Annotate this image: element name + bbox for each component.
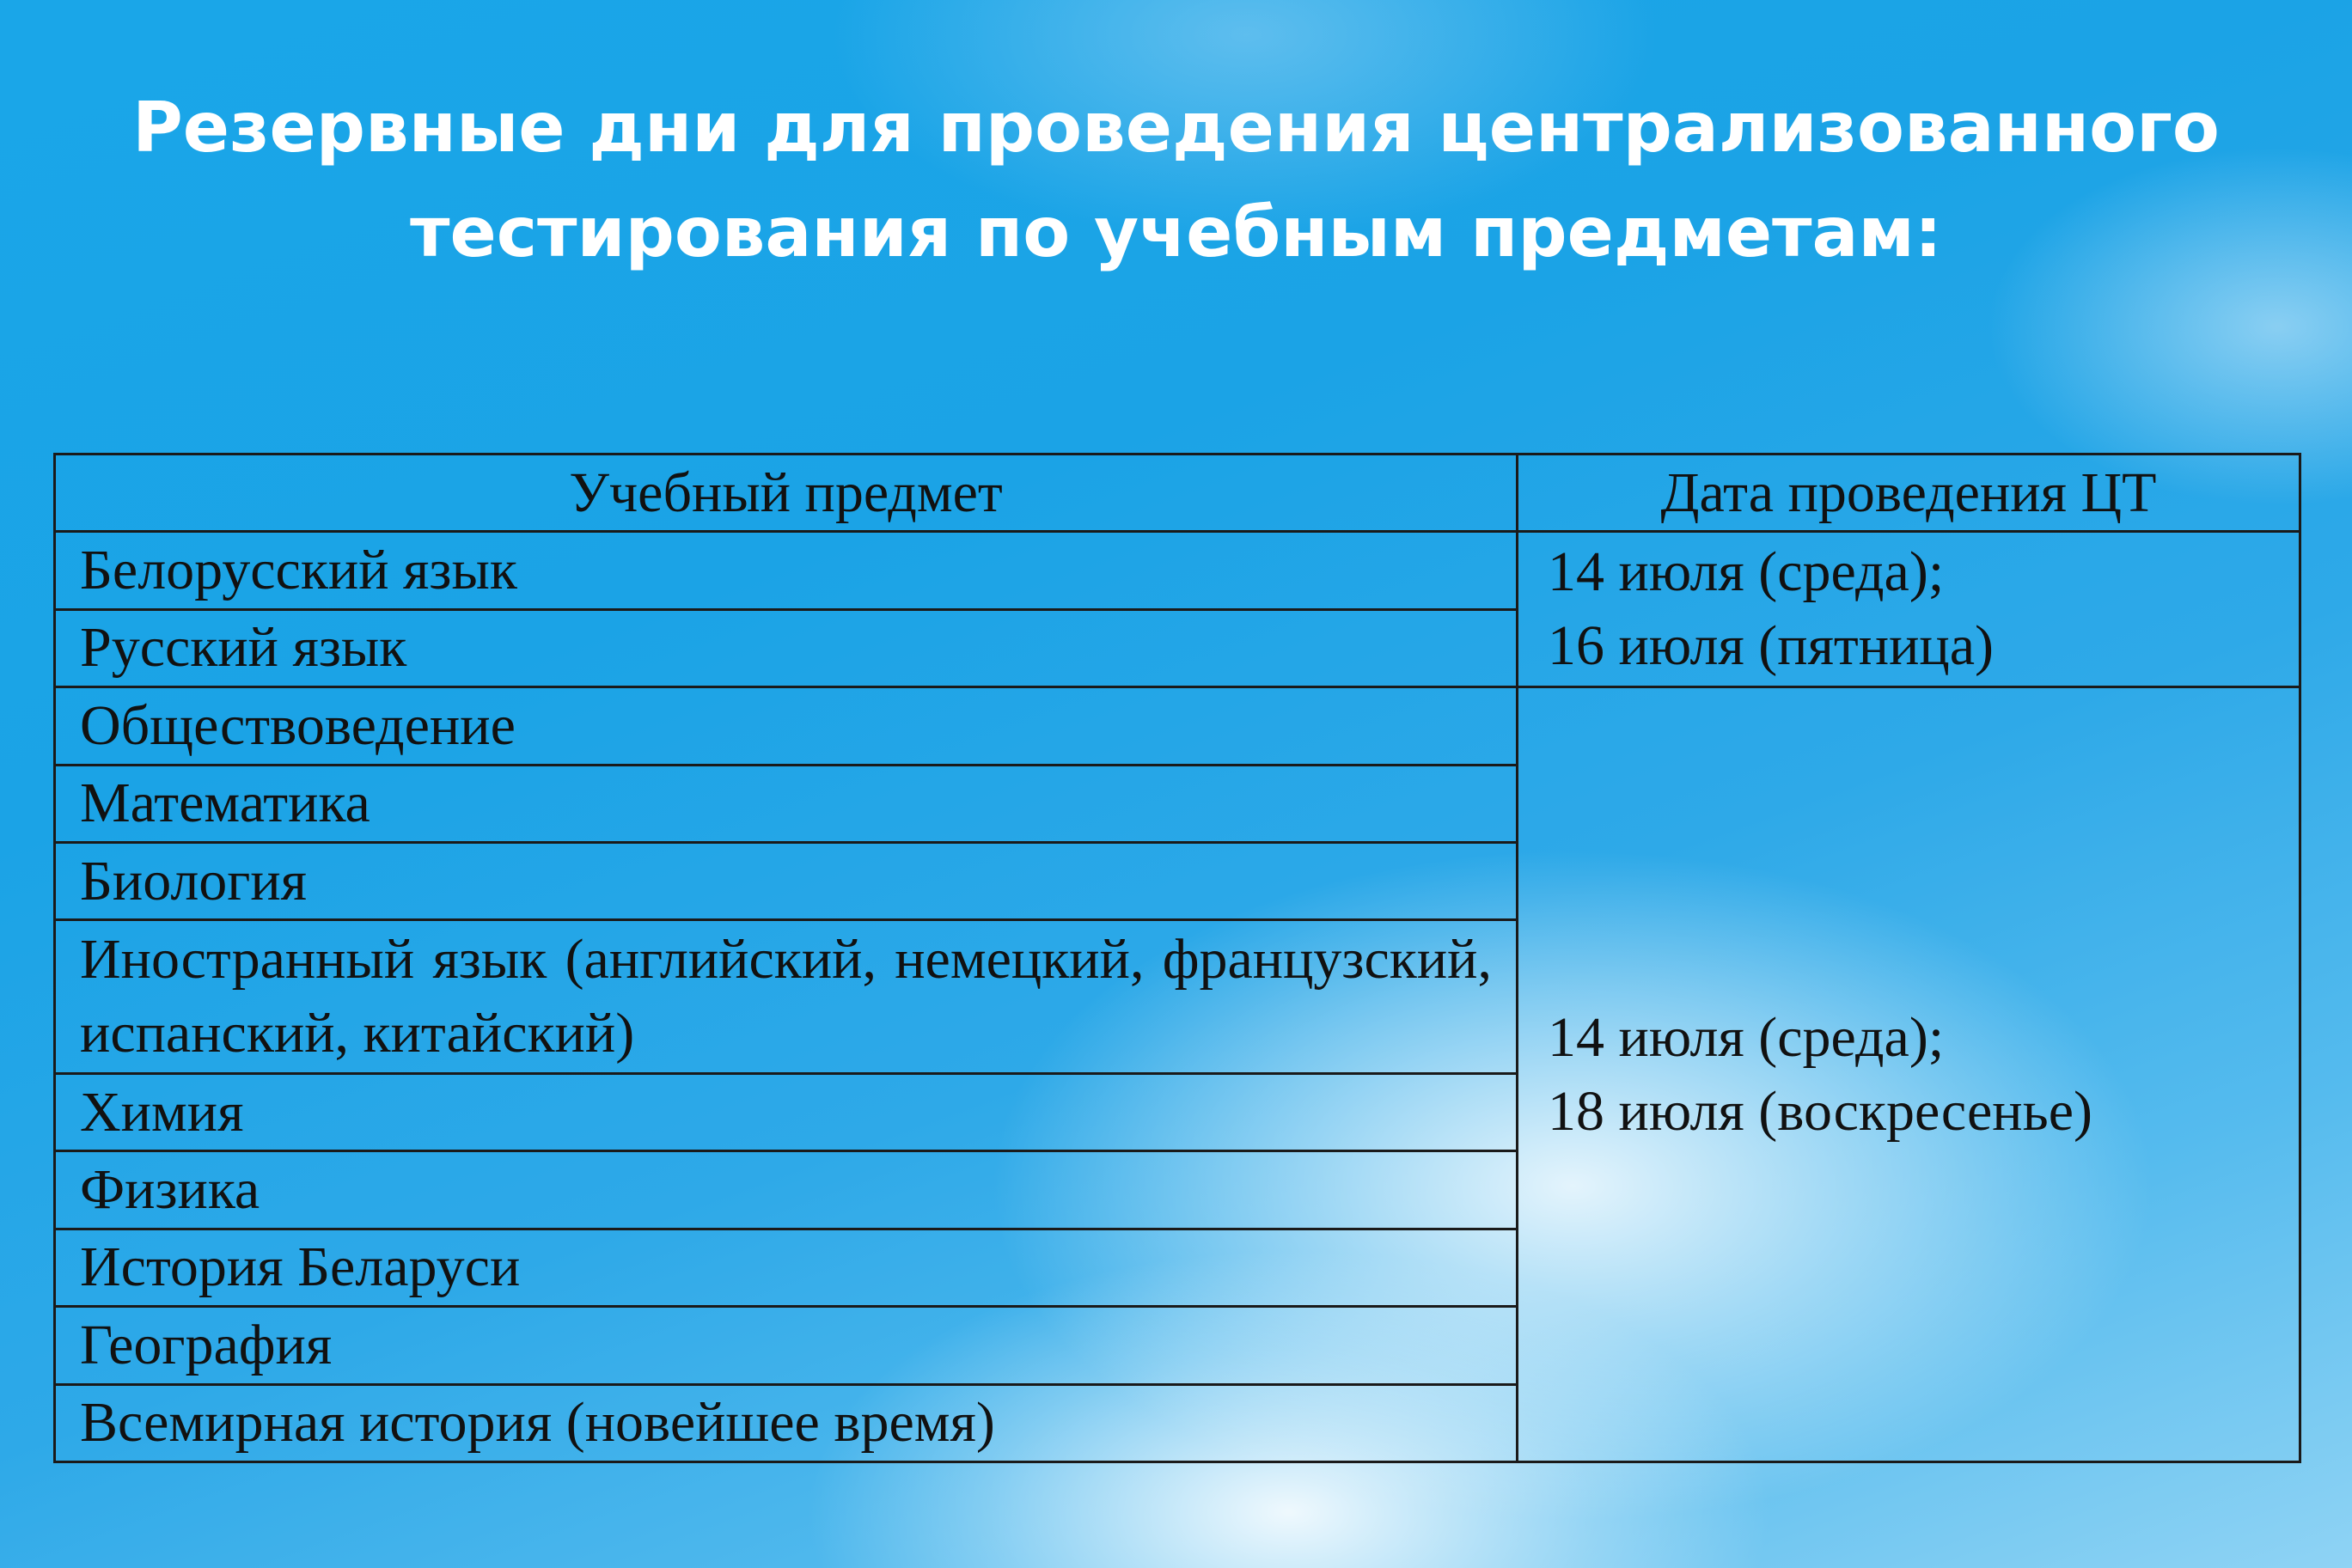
subject-cell: География [55, 1307, 1518, 1384]
subject-cell: Биология [55, 842, 1518, 919]
subject-cell: Обществоведение [55, 687, 1518, 765]
subject-cell: Белорусский язык [55, 532, 1518, 609]
header-date: Дата проведения ЦТ [1518, 455, 2300, 532]
subject-cell: История Беларуси [55, 1229, 1518, 1306]
page-title-line-1: Резервные дни для проведения централизованного [132, 88, 2220, 168]
date-line: 16 июля (пятница) [1548, 614, 1995, 678]
date-line: 18 июля (воскресенье) [1548, 1079, 2092, 1143]
page-title-line-2: тестирования по учебным предметам: [410, 192, 1942, 272]
schedule-table [53, 453, 2301, 1463]
date-line: 14 июля (среда); [1548, 1005, 1945, 1069]
subject-cell: Иностранный язык (английский, немецкий, французский, испанский, китайский) [55, 920, 1518, 1074]
date-line: 14 июля (среда); [1548, 540, 1945, 604]
date-cell-group-1 [1518, 532, 2300, 687]
table-row [55, 532, 2300, 609]
table-header-row [55, 455, 2300, 532]
subject-cell: Физика [55, 1151, 1518, 1229]
table-row [55, 687, 2300, 765]
header-subject: Учебный предмет [55, 455, 1518, 532]
subject-cell: Всемирная история (новейшее время) [55, 1384, 1518, 1462]
page-title [0, 76, 2352, 285]
subject-cell: Математика [55, 765, 1518, 842]
subject-cell: Химия [55, 1074, 1518, 1151]
subject-cell: Русский язык [55, 609, 1518, 686]
date-cell-group-2 [1518, 687, 2300, 1462]
